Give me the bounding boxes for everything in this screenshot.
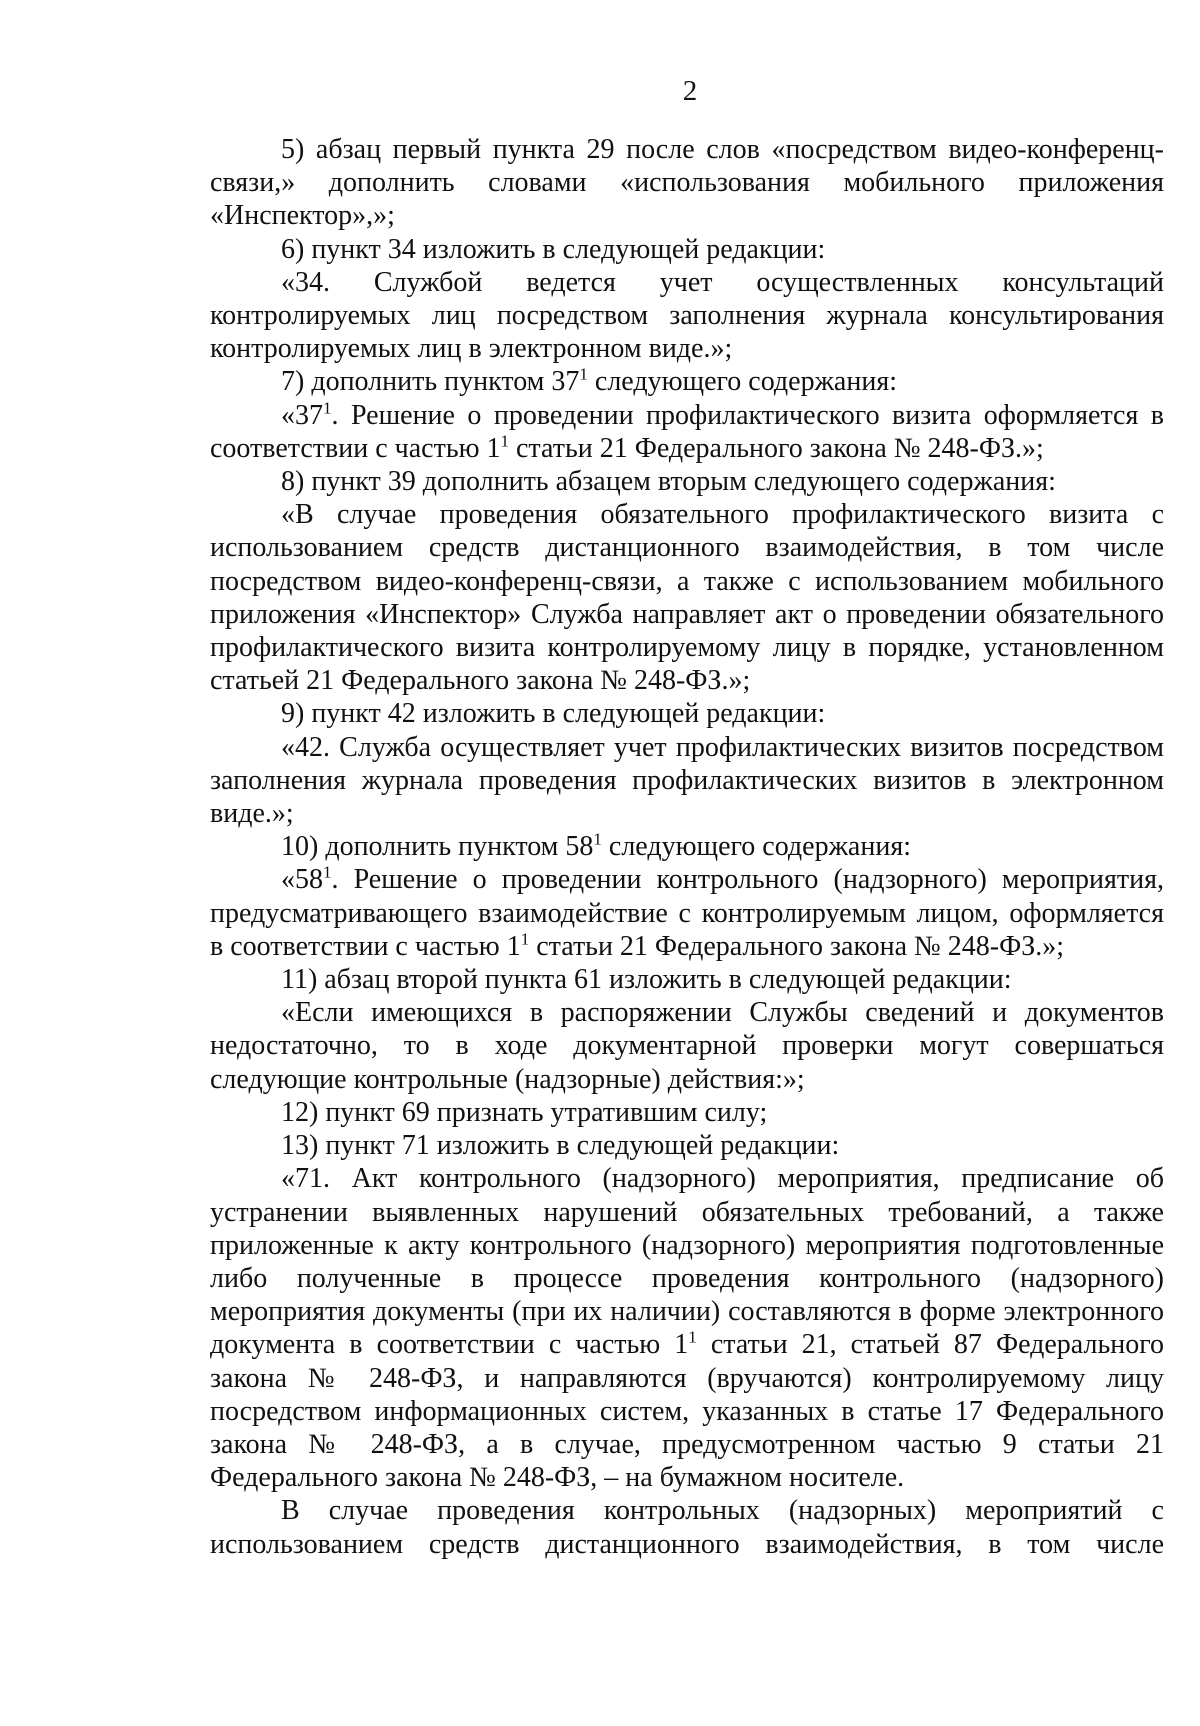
paragraph-point-58-1: «$58^1$. Решение о проведении контрольного (надзорного) мероприятия, предусматривающего взаимодействие с контролируемым лицом, оформляется в соответствии с частью $1^1$ статьи 21 Федерального закона № 248-ФЗ.»;: [210, 863, 1164, 962]
document-body: [210, 133, 1164, 1561]
paragraph-point-37-1: «$37^1$. Решение о проведении профилактического визита оформляется в соответствии с частью $1^1$ статьи 21 Федерального закона № 248-ФЗ.»;: [210, 398, 1164, 464]
paragraph-amendment-9: 9) пункт 42 изложить в следующей редакции:: [281, 698, 826, 730]
paragraph-amendment-11: 11) абзац второй пункта 61 изложить в следующей редакции:: [281, 964, 1012, 996]
paragraph-point-34: «34. Службой ведется учет осуществленных консультаций контролируемых лиц посредством заполнения журнала консультирования контролируемых лиц в электронном виде.»;: [210, 266, 1164, 365]
paragraph-amendment-10: 10) дополнить пунктом $58^1$ следующего содержания:: [281, 829, 911, 863]
paragraph-point-71: «71. Акт контрольного (надзорного) мероприятия, предписание об устранении выявленных нарушений обязательных требований, а также приложенные к акту контрольного (надзорного) мероприятия подготовленные либо полученные в процессе проведения контрольного (надзорного) мероприятия документы (при их наличии) составляются в форме электронного документа в соответствии с частью $1^1$ статьи 21, статьей 87 Федерального закона № 248-ФЗ, и направляются (вручаются) контролируемому лицу посредством информационных систем, указанных в статье 17 Федерального закона № 248-ФЗ, а в случае, предусмотренном частью 9 статьи 21 Федерального закона № 248-ФЗ, – на бумажном носителе.: [210, 1163, 1164, 1494]
paragraph-amendment-13: 13) пункт 71 изложить в следующей редакции:: [281, 1130, 840, 1162]
paragraph-amendment-5: 5) абзац первый пункта 29 после слов «посредством видео-конференц-связи,» дополнить словами «использования мобильного приложения «Инспектор»,»;: [210, 134, 1164, 232]
paragraph-point-61: «Если имеющихся в распоряжении Службы сведений и документов недостаточно, то в ходе документарной проверки могут совершаться следующие контрольные (надзорные) действия:»;: [210, 997, 1164, 1095]
paragraph-amendment-6: 6) пункт 34 изложить в следующей редакции:: [281, 233, 826, 265]
paragraph-amendment-8: 8) пункт 39 дополнить абзацем вторым следующего содержания:: [281, 466, 1056, 498]
paragraph-amendment-12: 12) пункт 69 признать утратившим силу;: [281, 1096, 768, 1128]
paragraph-point-42: «42. Служба осуществляет учет профилактических визитов посредством заполнения журнала проведения профилактических визитов в электронном виде.»;: [210, 731, 1164, 830]
page-number: 2: [682, 75, 698, 107]
paragraph-remote-interaction: В случае проведения контрольных (надзорных) мероприятий с использованием средств дистанционного взаимодействия, в том числе: [210, 1495, 1164, 1560]
paragraph-amendment-7: 7) дополнить пунктом $37^1$ следующего содержания:: [281, 365, 897, 398]
paragraph-point-39-addition: «В случае проведения обязательного профилактического визита с использованием средств дистанционного взаимодействия, в том числе посредством видео-конференц-связи, а также с использованием мобильного приложения «Инспектор» Служба направляет акт о проведении обязательного профилактического визита контролируемому лицу в порядке, установленном статьей 21 Федерального закона № 248-ФЗ.»;: [210, 499, 1164, 697]
